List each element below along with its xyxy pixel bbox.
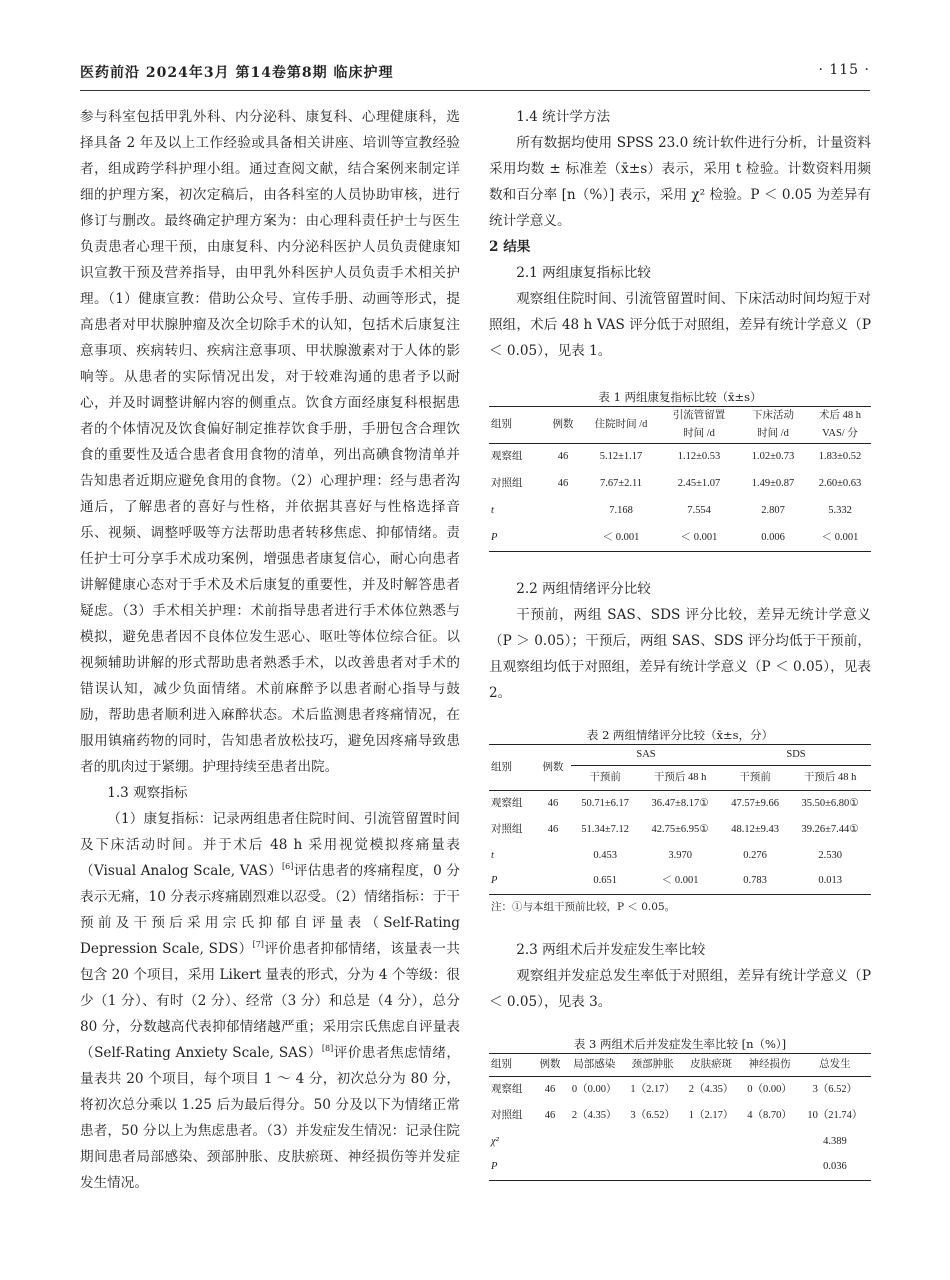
table-cell: 2.807 [761, 505, 785, 516]
table1-caption: 表 1 两组康复指标比较（x̄±s） [598, 390, 762, 404]
journal-info: 医药前沿 2024年3月 第14卷第8期 临床护理 [80, 65, 394, 81]
table-cell: 47.57±9.66 [731, 797, 779, 809]
table-cell: 1.12±0.53 [677, 451, 721, 463]
table-cell: 50.71±6.17 [581, 797, 630, 809]
table1 [489, 406, 871, 552]
section-heading-1-4: 1.4 统计学方法 [516, 109, 611, 125]
table-cell: ＜ 0.001 [581, 525, 661, 552]
header-line: 术后 48 h [819, 410, 861, 421]
right-column [489, 104, 871, 1181]
table2-subheader: 干预后 48 h [789, 766, 871, 791]
table2-note: 注：①与本组干预前比较，P ＜ 0.05。 [491, 901, 676, 913]
text-segment: 评估患者的疼痛程度，0 分表示无痛，10 分表示疼痛剧烈难以忍受。（2）情绪指标：于干预前及干预后采用宗氏抑郁自评量表（Self-Rating Depression Scale, SDS） [80, 863, 460, 957]
table-cell: 48.12±9.43 [731, 823, 779, 835]
table-cell: 46 [547, 823, 559, 835]
table-cell: ＜ 0.001 [809, 525, 871, 552]
table2-subheader: 干预前 [571, 766, 639, 791]
table-cell: 2（4.35） [571, 1109, 617, 1121]
table-cell: t [491, 505, 494, 516]
table-cell: P [489, 525, 545, 552]
table-cell: 对照组 [491, 478, 523, 489]
table-cell [535, 843, 571, 869]
table-cell: 46 [544, 1109, 556, 1121]
table-cell: ＜ 0.001 [661, 525, 737, 552]
table2-header: SDS [721, 745, 871, 766]
table-cell: 5.332 [828, 505, 852, 516]
table1-header [809, 407, 871, 444]
table-cell: 7.554 [687, 505, 711, 516]
table-cell: 对照组 [491, 823, 523, 835]
table-cell: 0（0.00） [747, 1083, 792, 1095]
table-cell: 10（21.74） [807, 1109, 863, 1121]
table-cell: 7.67±2.11 [599, 478, 643, 489]
header-rule [80, 90, 870, 91]
section-heading-2-3: 2.3 两组术后并发症发生率比较 [516, 942, 706, 958]
table-cell: 4（8.70） [747, 1109, 792, 1121]
table-cell [535, 1155, 565, 1181]
page-number: · 115 · [818, 62, 870, 78]
methods-paragraph: 参与科室包括甲乳外科、内分泌科、康复科、心理健康科，选择具备 2 年及以上工作经验或具备相关讲座、培训等宣教经验者，组成跨学科护理小组。通过查阅文献，结合案例来制定详细的护理方案，初次定稿后，由各科室的人员协助审核，进行修订与删改。最终确定护理方案为：由心理科责任护士与医生负责患者心理干预，由康复科、内分泌科医护人员负责健康知识宣教干预及营养指导，由甲乳外科医护人员负责手术相关护理。（1）健康宣教：借助公众号、宣传手册、动画等形式，提高患者对甲状腺肿瘤及次全切除手术的认知，包括术后康复注意事项、疾病转归、疾病注意事项、甲状腺激素对于人体的影响等。从患者的实际情况出发，对于较难沟通的患者予以耐心，并及时调整讲解内容的侧重点。饮食方面经康复科根据患者的个体情况及饮食偏好制定推荐饮食手册，手册包含合理饮食的重要性及适合患者食用食物的清单，列出高碘食物清单并告知患者近期应避免食用的食物。（2）心理护理：经与患者沟通后，了解患者的喜好与性格，并依据其喜好与性格选择音乐、视频、调整呼吸等方法帮助患者转移焦虑、抑郁情绪。责任护士可分享手术成功案例，增强患者康复信心，耐心向患者讲解健康心态对于手术及术后康复的重要性，并及时解答患者疑虑。（3）手术相关护理：术前指导患者进行手术体位熟悉与模拟，避免患者因不良体位发生恶心、呕吐等体位综合征。以视频辅助讲解的形式帮助患者熟悉手术，以改善患者对手术的错误认知，减少负面情绪。术前麻醉予以患者耐心指导与鼓励，帮助患者顺利进入麻醉状态。术后监测患者疼痛情况，在服用镇痛药物的同时，告知患者放松技巧，避免因疼痛导致患者的肌肉过于紧绷。护理持续至患者出院。 [80, 109, 460, 775]
table-cell: 0.276 [743, 849, 767, 861]
table-cell: 2.60±0.63 [818, 478, 862, 489]
results-2-1-paragraph: 观察组住院时间、引流管留置时间、下床活动时间均短于对照组，术后 48 h VAS 评分低于对照组，差异有统计学意义（P ＜ 0.05），见表 1。 [489, 291, 871, 359]
table3-header: 颈部肿胀 [623, 1054, 681, 1077]
citation-8[interactable]: [8] [321, 1044, 334, 1053]
table-cell: 观察组 [491, 451, 523, 463]
table-cell: 36.47±8.17① [651, 797, 709, 809]
table-row [489, 843, 871, 869]
table-row [489, 1103, 871, 1129]
header-line: 时间 /d [683, 428, 715, 439]
table-cell [740, 1129, 798, 1155]
table-cell: 1.83±0.52 [818, 451, 862, 463]
table-cell: 42.75±6.95① [651, 823, 709, 835]
table-row [489, 869, 871, 895]
table-cell: P [489, 869, 535, 895]
section-heading-1-3: 1.3 观察指标 [107, 785, 188, 801]
table-cell: 7.168 [609, 505, 633, 516]
table-cell: 4.389 [823, 1135, 847, 1147]
table-cell: 对照组 [491, 1109, 523, 1121]
table1-header [737, 407, 809, 444]
results-2-3-paragraph: 观察组并发症总发生率低于对照组，差异有统计学意义（P ＜ 0.05），见表 3。 [489, 968, 871, 1010]
table2-header: SAS [571, 745, 721, 766]
table1-header [661, 407, 737, 444]
table-cell: 3.970 [668, 849, 692, 861]
text-segment: 评价患者抑郁情绪，该量表一共包含 20 个项目，采用 Likert 量表的形式，分为 4 个等级：很少（1 分）、有时（2 分）、经常（3 分）和总是（4 分），总分 80 分，分数越高代表抑郁情绪越严重；采用宗氏焦虑自评量表（Self-Rating Anxiety Scale, SAS） [80, 941, 460, 1061]
section-heading-2-1: 2.1 两组康复指标比较 [516, 265, 651, 281]
citation-7[interactable]: [7] [252, 940, 264, 949]
table-cell [565, 1155, 623, 1181]
table-cell: 1（2.17） [688, 1109, 734, 1121]
table-cell: 1（2.17） [630, 1083, 675, 1095]
table-row [489, 1077, 871, 1103]
table2-header: 组别 [489, 745, 535, 791]
table3 [489, 1053, 871, 1181]
table-cell [682, 1129, 740, 1155]
results-2-2-paragraph: 干预前，两组 SAS、SDS 评分比较，差异无统计学意义（P ＞ 0.05）；干预后，两组 SAS、SDS 评分均低于干预前，且观察组均低于对照组，差异有统计学意义（P ＜ 0.05），见表 2。 [489, 607, 871, 701]
table2 [489, 744, 871, 895]
text-segment: 评价患者焦虑情绪，量表共 20 个项目，每个项目 1 ～ 4 分，初次总分为 80 分，将初次总分乘以 1.25 后为最后得分。50 分及以下为情绪正常患者，50 分以上为焦虑患者。（3）并发症发生情况：记录住院期间患者局部感染、颈部肿胀、皮肤瘀斑、神经损伤等并发症发生情况。 [80, 1045, 461, 1191]
table2-caption: 表 2 两组情绪评分比较（x̄±s，分） [586, 728, 774, 742]
section-heading-results: 2 结果 [489, 239, 531, 255]
table-cell: 46 [544, 1083, 556, 1095]
table-cell: 0（0.00） [571, 1083, 617, 1095]
table-cell: 0.453 [593, 849, 617, 861]
table-cell [535, 869, 571, 895]
section-heading-2-2: 2.2 两组情绪评分比较 [516, 581, 651, 597]
table-cell: t [491, 849, 494, 861]
table-cell: 2（4.35） [688, 1083, 734, 1095]
table-cell [545, 498, 581, 525]
table-cell: 0.036 [799, 1155, 871, 1181]
table-row [489, 817, 871, 843]
table2-header: 例数 [535, 745, 571, 791]
table-cell: 0.013 [789, 869, 871, 895]
table-cell: 0.783 [721, 869, 789, 895]
table-row [489, 444, 871, 471]
table2-subheader: 干预后 48 h [639, 766, 721, 791]
table-cell: 观察组 [491, 797, 523, 809]
table3-header: 皮肤瘀斑 [682, 1054, 740, 1077]
table-cell: 1.02±0.73 [751, 451, 795, 463]
table-cell: 51.34±7.12 [581, 823, 630, 835]
table-cell [565, 1129, 623, 1155]
left-column [80, 104, 460, 1196]
table1-header: 住院时间 /d [581, 407, 661, 444]
statistics-paragraph: 所有数据均使用 SPSS 23.0 统计软件进行分析，计量资料采用均数 ± 标准差（x̄±s）表示，采用 t 检验。计数资料用频数和百分率 [n（%）] 表示，采用 χ² 检验。P ＜ 0.05 为差异有统计学意义。 [489, 135, 871, 229]
table-row [489, 471, 871, 498]
table-cell: 46 [547, 797, 559, 809]
table-row [489, 1129, 871, 1155]
table-cell [740, 1155, 798, 1181]
table1-header: 例数 [545, 407, 581, 444]
header-line: 引流管留置 [672, 410, 726, 421]
table-cell: 5.12±1.17 [599, 451, 643, 463]
table-cell: 0.651 [571, 869, 639, 895]
table-cell: 3（6.52） [630, 1109, 675, 1121]
table-row [489, 1155, 871, 1181]
table-cell: ＜ 0.001 [639, 869, 721, 895]
table3-header: 局部感染 [565, 1054, 623, 1077]
table-cell: 35.50±6.80① [801, 797, 859, 809]
table-cell: 0.006 [737, 525, 809, 552]
table3-header: 例数 [535, 1054, 565, 1077]
table-cell [623, 1129, 681, 1155]
table3-caption: 表 3 两组术后并发症发生率比较 [n（%）] [573, 1037, 787, 1051]
table-cell: 1.49±0.87 [751, 478, 795, 489]
table1-header: 组别 [489, 407, 545, 444]
citation-6[interactable]: [6] [282, 862, 294, 871]
table3-header: 组别 [489, 1054, 535, 1077]
table-cell [682, 1155, 740, 1181]
table-cell: 3（6.52） [812, 1083, 858, 1095]
table-cell: 2.530 [818, 849, 842, 861]
table-row [489, 498, 871, 525]
table-row [489, 525, 871, 552]
text-segment: （1）康复指标：记录两组患者住院时间、引流管留置时间及下床活动时间。并于术后 48 h 采用视觉模拟疼痛量表（Visual Analog Scale, VAS） [80, 811, 460, 879]
table-cell: 观察组 [491, 1083, 523, 1095]
header-line: 下床活动 [752, 410, 794, 421]
table-cell: 46 [557, 451, 569, 463]
table-cell: P [489, 1155, 535, 1181]
table-cell [545, 525, 581, 552]
table3-header: 总发生 [799, 1054, 871, 1077]
header-line: 时间 /d [757, 428, 789, 439]
running-header [80, 62, 870, 86]
table-cell [623, 1155, 681, 1181]
table-cell: 39.26±7.44① [801, 823, 859, 835]
table-cell [535, 1129, 565, 1155]
table3-header: 神经损伤 [740, 1054, 798, 1077]
table2-subheader: 干预前 [721, 766, 789, 791]
table-row [489, 791, 871, 817]
table-cell: 2.45±1.07 [677, 478, 721, 489]
table-cell: χ² [491, 1135, 499, 1147]
header-line: VAS/ 分 [822, 428, 858, 439]
observation-indicators-paragraph [80, 806, 460, 1196]
table-cell: 46 [557, 478, 569, 489]
